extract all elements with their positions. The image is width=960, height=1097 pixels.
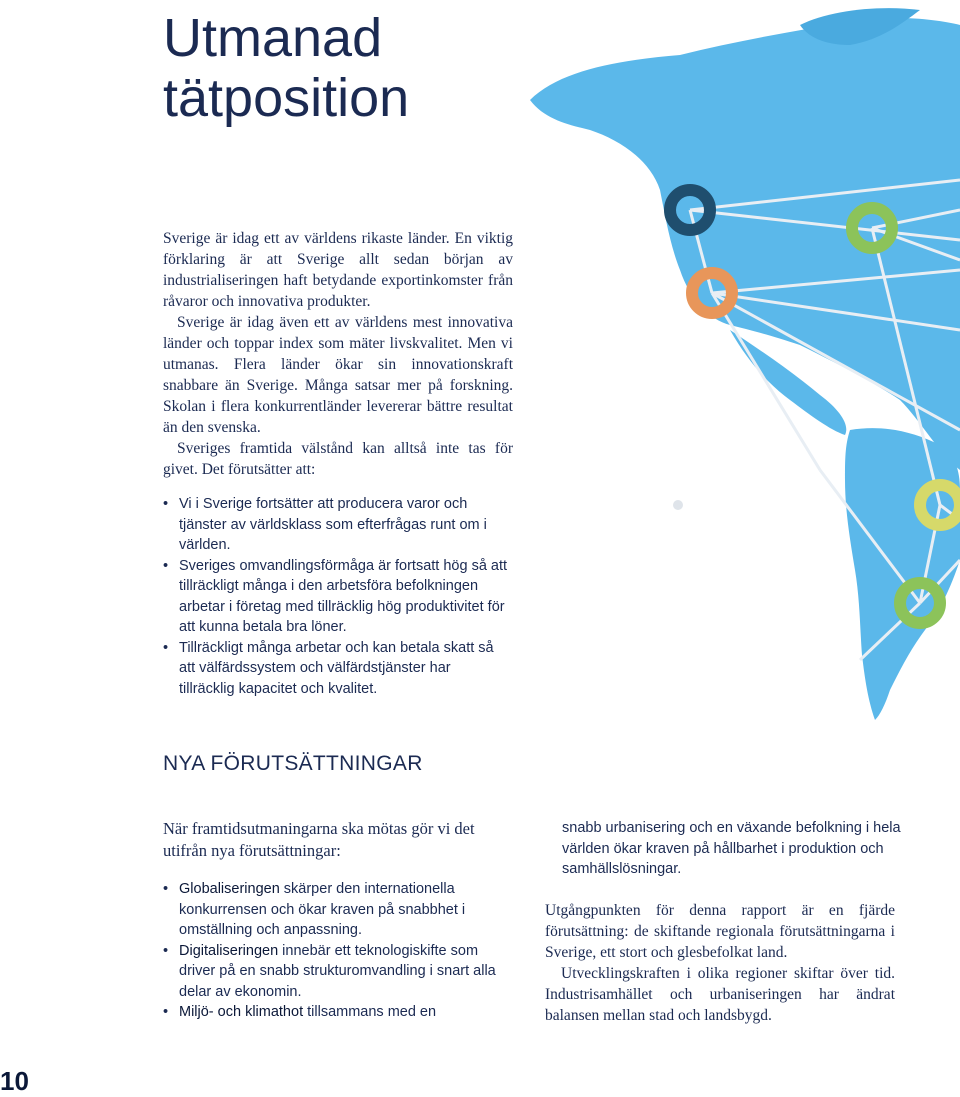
right-paragraph-2: Utvecklingskraften i olika regioner skiftar över tid. Industrisamhället och urbaniseringen har ändrat balansen mellan stad och landsbygd. — [545, 965, 895, 1024]
list-item-term: Miljö- och klimathot — [179, 1004, 304, 1020]
list-item — [163, 879, 508, 941]
section-intro: När framtidsutmaningarna ska mötas gör vi det utifrån nya förutsättningar: — [163, 819, 475, 860]
list-item: • Vi i Sverige fortsätter att producera varor och tjänster av världsklass som efterfrågas runt om i världen. — [163, 494, 508, 556]
intro-paragraph-3: Sveriges framtida välstånd kan alltså inte tas för givet. Det förutsätter att: — [163, 440, 513, 478]
list-item-text: tillsammans med en — [303, 1004, 437, 1020]
list-item: • Sveriges omvandlingsförmåga är fortsatt hög så att tillräckligt många i den arbetsföra befolkningen arbetar i företag med tillräcklig hög produktivitet för att kunna betala bra löner. — [163, 556, 508, 638]
list-item-term: Digitaliseringen — [179, 942, 279, 959]
prerequisites-list — [163, 879, 508, 1023]
south-america-landmass — [845, 428, 960, 720]
node-small-grey — [673, 500, 683, 510]
intro-paragraph-1: Sverige är idag ett av världens rikaste länder. En viktig förklaring är att Sverige allt sedan början av industrialiseringen haft betydande exportinkomster från råvaror och innovativa produkter. — [163, 230, 513, 310]
page-title — [163, 8, 409, 128]
list-item-term: Globaliseringen — [179, 881, 280, 897]
right-paragraph-1: Utgångpunkten för denna rapport är en fjärde förutsättning: de skiftande regionala förutsättningarna i Sverige, ett stort och glesbefolkat land. — [545, 902, 895, 961]
title-line-1: Utmanad — [163, 8, 383, 68]
intro-paragraph-2: Sverige är idag även ett av världens mest innovativa länder och toppar index som mäter livskvalitet. Men vi utmanas. Flera länder ökar sin innovationskraft snabbare än Sverige. Många satsar mer på forskning. Skolan i flera konkurrentländer levererar bättre resultat än den svenska. — [163, 314, 513, 436]
list-continuation: snabb urbanisering och en växande befolkning i hela världen ökar kraven på hållbarhet i produktion och samhällslösningar. — [562, 820, 901, 877]
title-line-2: tätposition — [163, 68, 410, 128]
right-column-text — [545, 900, 895, 1026]
section-heading: NYA FÖRUTSÄTTNINGAR — [163, 752, 423, 775]
list-item: • Tillräckligt många arbetar och kan betala skatt så att välfärdssystem och välfärdstjänster har tillräcklig kapacitet och kvalitet. — [163, 638, 508, 700]
north-america-landmass — [530, 18, 960, 470]
list-item — [163, 1002, 508, 1023]
list-item-text: innebär ett teknologiskifte som driver på en snabb strukturomvandling i snart alla delar av ekonomin. — [179, 942, 496, 1000]
world-map-illustration — [500, 0, 960, 730]
list-item-text: skärper den internationella konkurrensen och ökar kraven på snabbhet i omställning och anpassning. — [179, 881, 466, 938]
page-number: 10 — [0, 1066, 29, 1096]
conditions-list — [163, 494, 508, 699]
intro-text — [163, 228, 513, 480]
list-item — [163, 941, 508, 1003]
